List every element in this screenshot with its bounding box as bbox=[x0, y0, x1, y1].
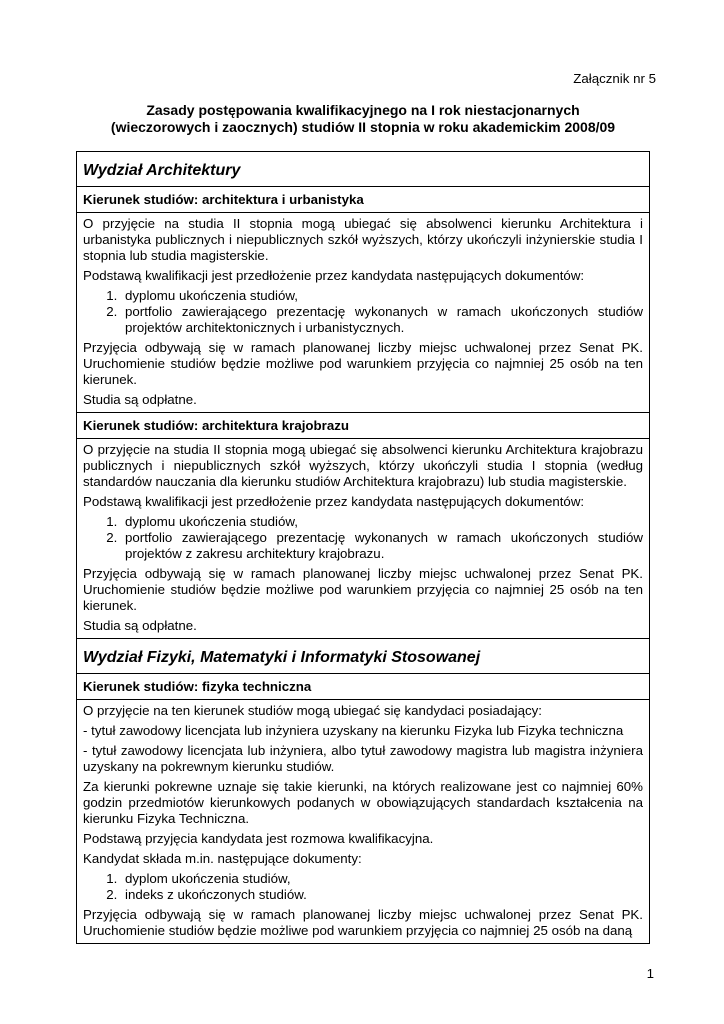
paragraph: Przyjęcia odbywają się w ramach planowanej liczby miejsc uchwalonej przez Senat PK. Uruchomienie studiów będzie możliwe pod warunkiem przyjęcia co najmniej 25 osób na ten kierunek. bbox=[83, 340, 643, 387]
list-item: 2. portfolio zawierającego prezentację wykonanych w ramach ukończonych studiów projektów architektonicznych i urbanistycznych. bbox=[121, 304, 643, 336]
annex-label: Załącznik nr 5 bbox=[573, 71, 656, 86]
field-content-row bbox=[77, 700, 650, 944]
paragraph: - tytuł zawodowy licencjata lub inżyniera, albo tytuł zawodowy magistra lub magistra inżyniera uzyskany na pokrewnym kierunku studiów. bbox=[83, 743, 643, 774]
admission-rules-table bbox=[76, 151, 650, 944]
field-name: Kierunek studiów: architektura i urbanistyka bbox=[77, 187, 650, 213]
paragraph: Podstawą przyjęcia kandydata jest rozmowa kwalifikacyjna. bbox=[83, 831, 434, 846]
documents-list bbox=[83, 871, 643, 903]
faculty-header-row bbox=[77, 152, 650, 187]
paragraph: Przyjęcia odbywają się w ramach planowanej liczby miejsc uchwalonej przez Senat PK. Uruchomienie studiów będzie możliwe pod warunkiem przyjęcia co najmniej 25 osób na ten kierunek. bbox=[83, 566, 643, 613]
paragraph: - tytuł zawodowy licencjata lub inżyniera uzyskany na kierunku Fizyka lub Fizyka techniczna bbox=[83, 723, 624, 738]
document-title-line-1: Zasady postępowania kwalifikacyjnego na I rok niestacjonarnych bbox=[146, 102, 580, 118]
paragraph: Studia są odpłatne. bbox=[83, 618, 197, 633]
paragraph: O przyjęcie na studia II stopnia mogą ubiegać się absolwenci kierunku Architektura krajobrazu publicznych i niepublicznych szkół wyższych, którzy ukończyli studia I stopnia (według standardów nauczania dla kierunku studiów Architektura krajobrazu) lub studia magisterskie. bbox=[83, 442, 643, 489]
document-title-line-2: (wieczorowych i zaocznych) studiów II stopnia w roku akademickim 2008/09 bbox=[110, 119, 616, 135]
field-content bbox=[77, 439, 650, 639]
paragraph: Kandydat składa m.in. następujące dokumenty: bbox=[83, 851, 362, 866]
field-name: Kierunek studiów: fizyka techniczna bbox=[77, 674, 650, 700]
field-header-row bbox=[77, 187, 650, 213]
paragraph: Podstawą kwalifikacji jest przedłożenie przez kandydata następujących dokumentów: bbox=[83, 268, 585, 283]
paragraph: Przyjęcia odbywają się w ramach planowanej liczby miejsc uchwalonej przez Senat PK. Uruchomienie studiów będzie możliwe pod warunkiem przyjęcia co najmniej 25 osób na daną bbox=[83, 907, 643, 938]
paragraph: Studia są odpłatne. bbox=[83, 392, 197, 407]
field-content bbox=[77, 700, 650, 944]
paragraph: Za kierunki pokrewne uznaje się takie kierunki, na których realizowane jest co najmniej 60% godzin przedmiotów kierunkowych podanych w obowiązujących standardach kształcenia na kierunku Fizyka Techniczna. bbox=[83, 779, 643, 826]
paragraph: O przyjęcie na studia II stopnia mogą ubiegać się absolwenci kierunku Architektura i urbanistyka publicznych i niepublicznych szkół wyższych, którzy ukończyli inżynierskie studia I stopnia lub studia magisterskie. bbox=[83, 216, 643, 263]
list-item: 1. dyplomu ukończenia studiów, bbox=[121, 514, 643, 530]
paragraph: Podstawą kwalifikacji jest przedłożenie przez kandydata następujących dokumentów: bbox=[83, 494, 585, 509]
field-content bbox=[77, 213, 650, 413]
field-content-row bbox=[77, 439, 650, 639]
field-name: Kierunek studiów: architektura krajobrazu bbox=[77, 413, 650, 439]
documents-list bbox=[83, 514, 643, 562]
list-item: 1. dyplomu ukończenia studiów, bbox=[121, 288, 643, 304]
paragraph: O przyjęcie na ten kierunek studiów mogą ubiegać się kandydaci posiadający: bbox=[83, 703, 543, 718]
field-header-row bbox=[77, 413, 650, 439]
document-title bbox=[76, 102, 650, 136]
list-item: 1. dyplom ukończenia studiów, bbox=[121, 871, 643, 887]
page-number: 1 bbox=[646, 966, 654, 981]
field-content-row bbox=[77, 213, 650, 413]
documents-list bbox=[83, 288, 643, 336]
faculty-name: Wydział Fizyki, Matematyki i Informatyki Stosowanej bbox=[77, 639, 650, 674]
field-header-row bbox=[77, 674, 650, 700]
list-item: 2. indeks z ukończonych studiów. bbox=[121, 887, 643, 903]
faculty-name: Wydział Architektury bbox=[77, 152, 650, 187]
faculty-header-row bbox=[77, 639, 650, 674]
list-item: 2. portfolio zawierającego prezentację wykonanych w ramach ukończonych studiów projektów z zakresu architektury krajobrazu. bbox=[121, 530, 643, 562]
